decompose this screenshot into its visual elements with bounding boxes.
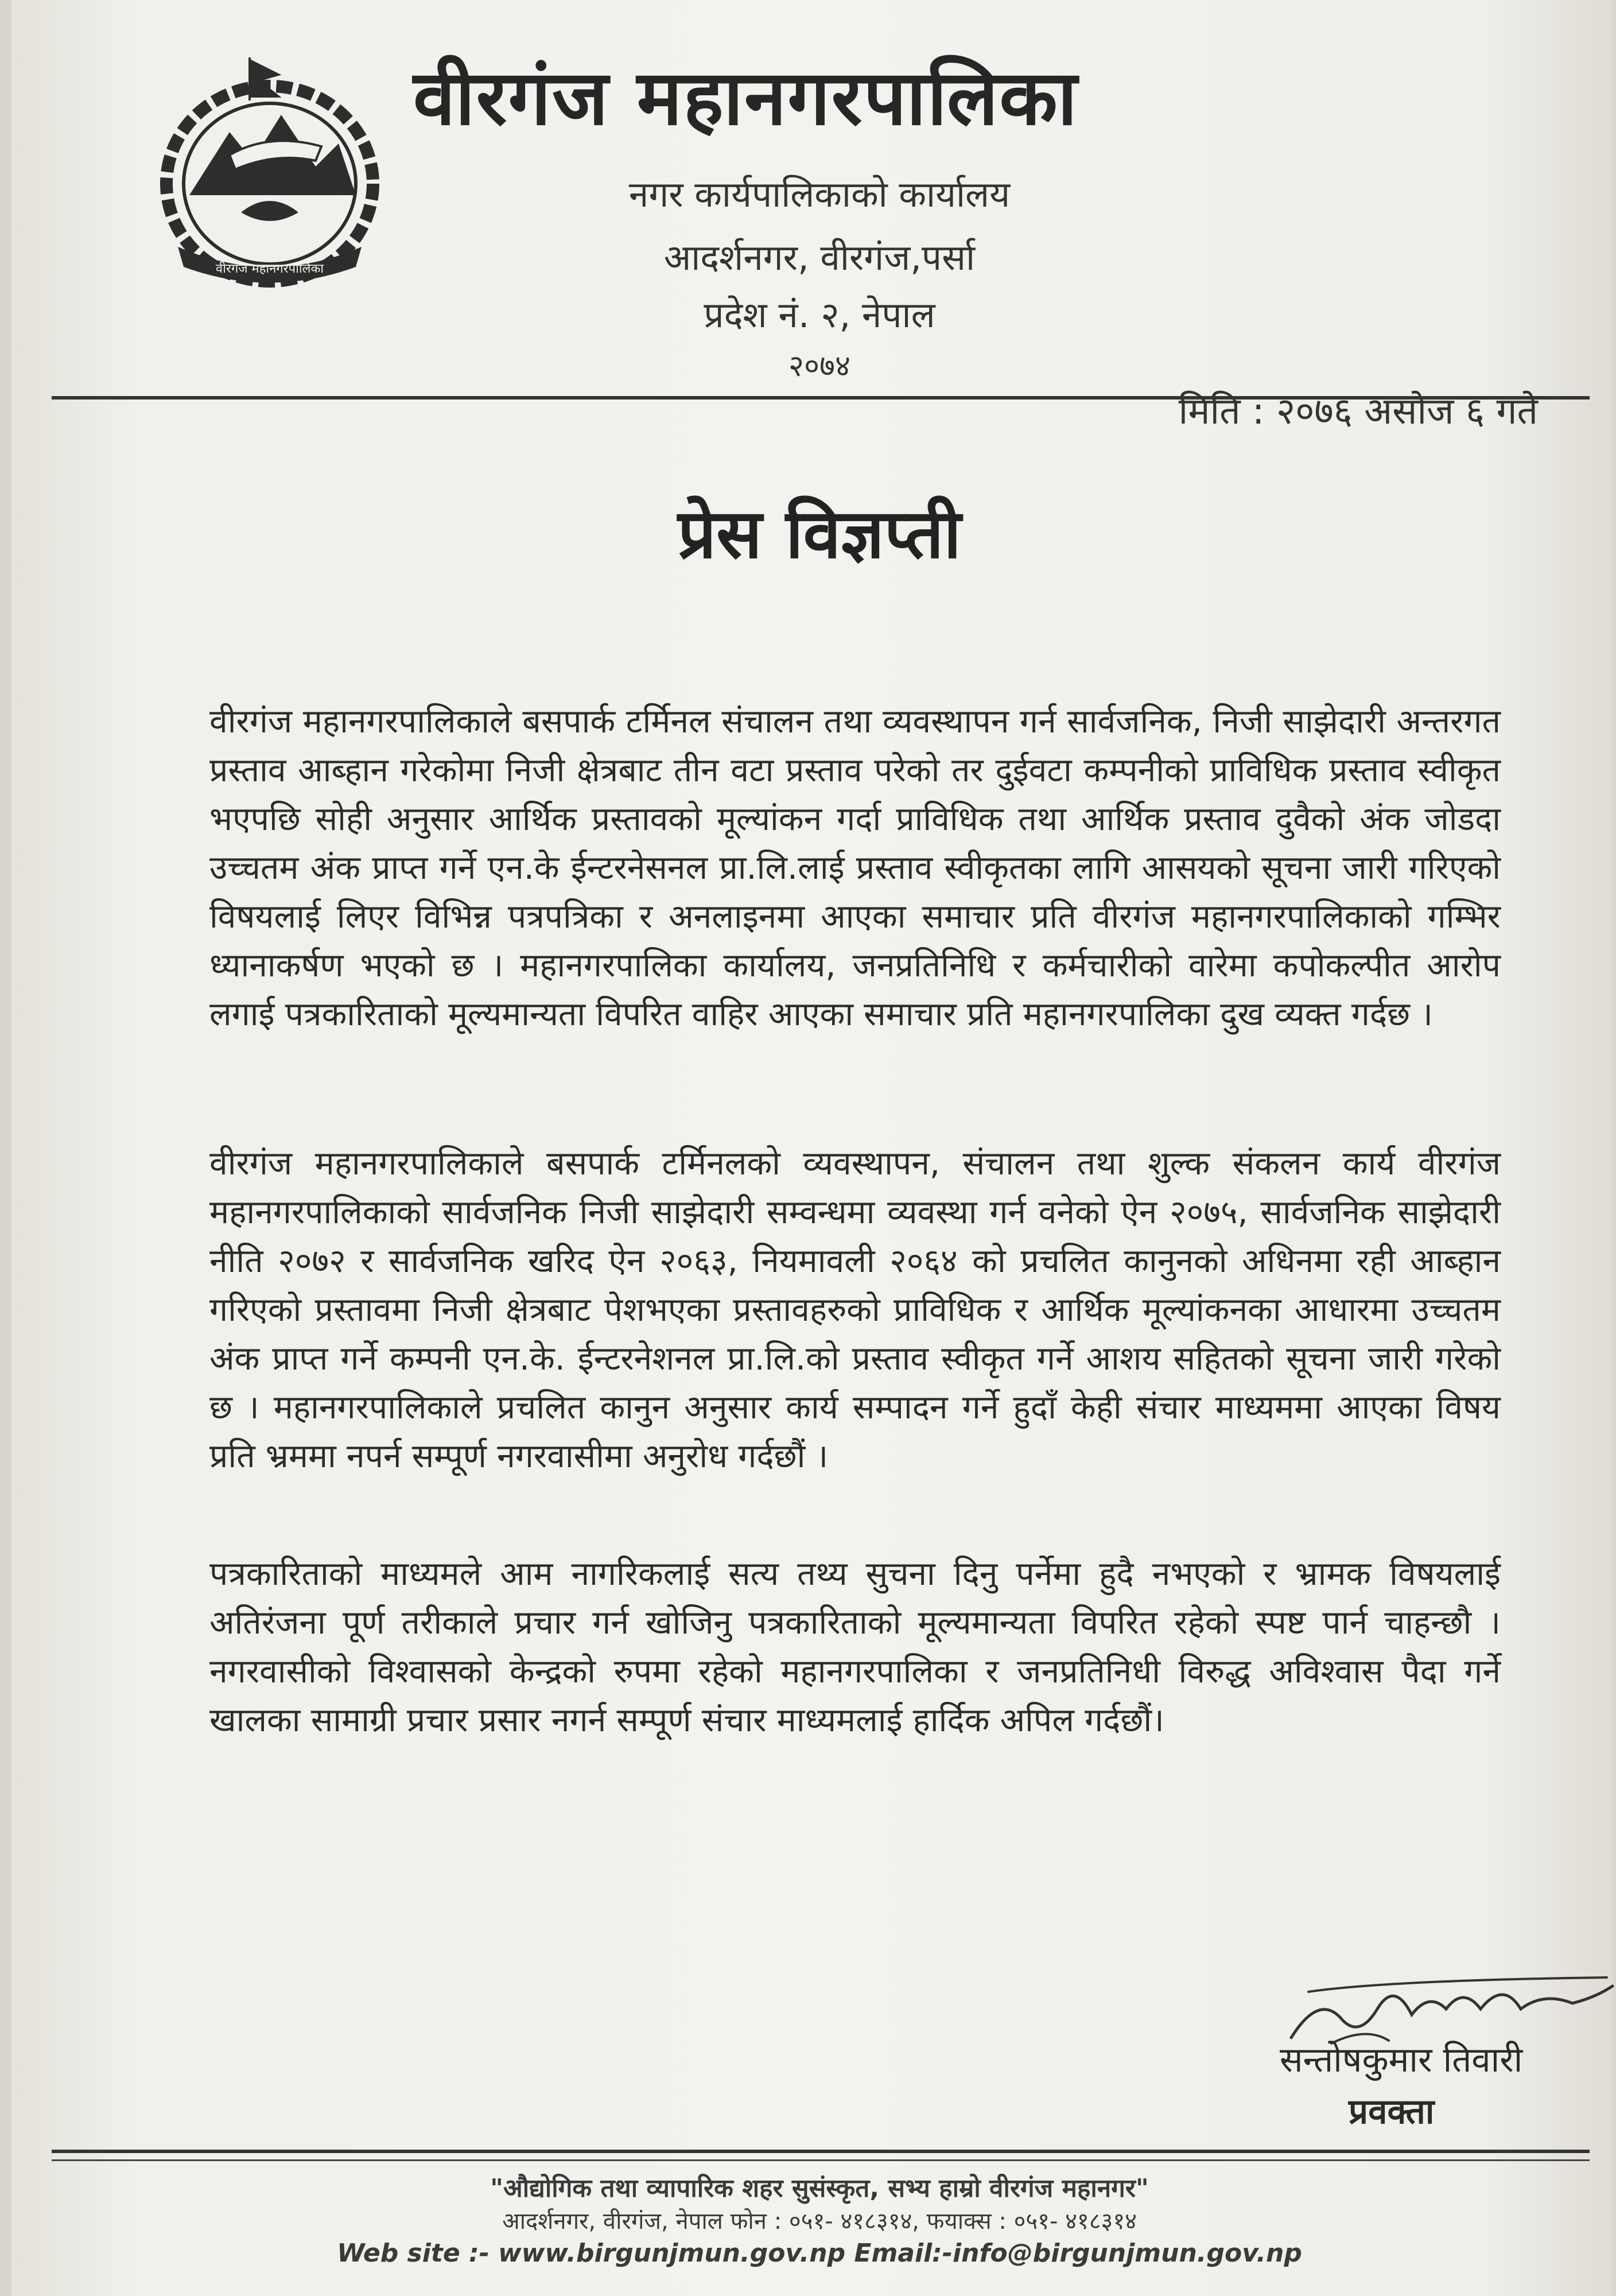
body-paragraph-3: पत्रकारिताको माध्यमले आम नागरिकलाई सत्य तथ्य सुचना दिनु पर्नेमा हुदै नभएको र भ्रामक विषयलाई अतिरंजना पूर्ण तरीकाले प्रचार गर्न खोजिनु पत्रकारिताको मूल्यमान्यता विपरित रहेको स्पष्ट पार्न चाहन्छौ । नगरवासीको विश्वासको केन्द्रको रुपमा रहेको महानगरपालिका र जनप्रतिनिधी विरुद्ध अविश्वास पैदा गर्ने खालका सामाग्री प्रचार प्रसार नगर्न सम्पूर्ण संचार माध्यमलाई हार्दिक अपिल गर्दछौं। — [209, 1555, 1501, 1739]
press-release-title: प्रेस विज्ञप्ती — [678, 494, 961, 573]
footer-contact: आदर्शनगर, वीरगंज, नेपाल फोन : ०५१- ४१८३१४, फयाक्स : ०५१- ४१८३१४ — [502, 2208, 1137, 2235]
signatory-name: सन्तोषकुमार तिवारी — [1280, 2040, 1523, 2080]
footer-divider — [52, 2150, 1590, 2153]
body-paragraph-2: वीरगंज महानगरपालिकाले बसपार्क टर्मिनलको व्यवस्थापन, संचालन तथा शुल्क संकलन कार्य वीरगंज महानगरपालिकाको सार्वजनिक निजी साझेदारी सम्वन्धमा व्यवस्था गर्न वनेको ऐन २०७५, सार्वजनिक साझेदारी नीति २०७२ र सार्वजनिक खरिद ऐन २०६३, नियमावली २०६४ को प्रचलित कानुनको अधिनमा रही आब्हान गरिएको प्रस्तावमा निजी क्षेत्रबाट पेशभएका प्रस्तावहरुको प्राविधिक र आर्थिक मूल्यांकनका आधारमा उच्चतम अंक प्राप्त गर्ने कम्पनी एन.के. ईन्टरनेशनल प्रा.लि.को प्रस्ताव स्वीकृत गर्ने आशय सहितको सूचना जारी गरेको छ । महानगरपालिकाले प्रचलित कानुन अनुसार कार्य सम्पादन गर्ने हुदाँ केही संचार माध्यममा आएका विषय प्रति भ्रममा नपर्न सम्पूर्ण नगरवासीमा अनुरोध गर्दछौं । — [209, 1145, 1501, 1475]
signatory-designation: प्रवक्ता — [1349, 2092, 1435, 2132]
footer-web-email: Web site :- www.birgunjmun.gov.np Email:-info@birgunjmun.gov.np — [337, 2239, 1302, 2268]
body-paragraph-1: वीरगंज महानगरपालिकाले बसपार्क टर्मिनल संचालन तथा व्यवस्थापन गर्न सार्वजनिक, निजी साझेदारी अन्तरगत प्रस्ताव आब्हान गरेकोमा निजी क्षेत्रबाट तीन वटा प्रस्ताव परेको तर दुईवटा कम्पनीको प्राविधिक प्रस्ताव स्वीकृत भएपछि सोही अनुसार आर्थिक प्रस्तावको मूल्यांकन गर्दा प्राविधिक तथा आर्थिक प्रस्ताव दुवैको अंक जोडदा उच्चतम अंक प्राप्त गर्ने एन.के ईन्टरनेसनल प्रा.लि.लाई प्रस्ताव स्वीकृतका लागि आसयको सूचना जारी गरिएको विषयलाई लिएर विभिन्न पत्रपत्रिका र अनलाइनमा आएका समाचार प्रति वीरगंज महानगरपालिकाको गम्भिर ध्यानाकर्षण भएको छ । महानगरपालिका कार्यालय, जनप्रतिनिधि र कर्मचारीको वारेमा कपोकल्पीत आरोप लगाई पत्रकारिताको मूल्यमान्यता विपरित वाहिर आएका समाचार प्रति महानगरपालिका दुख व्यक्त गर्दछ । — [209, 703, 1501, 1033]
office-name: नगर कार्यपालिकाको कार्यालय — [628, 173, 1011, 215]
header-year: २०७४ — [788, 349, 851, 383]
document-page — [11, 0, 1613, 2296]
province-line: प्रदेश नं. २, नेपाल — [704, 294, 935, 336]
footer-slogan: "औद्योगिक तथा व्यापारिक शहर सुसंस्कृत, सभ्य हाम्रो वीरगंज महानगर" — [490, 2174, 1149, 2203]
emblem-ribbon-text: वीरगंज महानगरपालिका — [215, 262, 324, 276]
document-date: मिति : २०७६ असोज ६ गते — [1178, 390, 1538, 433]
office-address: आदर्शनगर, वीरगंज,पर्सा — [663, 236, 976, 278]
municipality-title: वीरगंज महानगरपालिका — [413, 54, 1078, 142]
footer-divider-thin — [52, 2159, 1590, 2161]
